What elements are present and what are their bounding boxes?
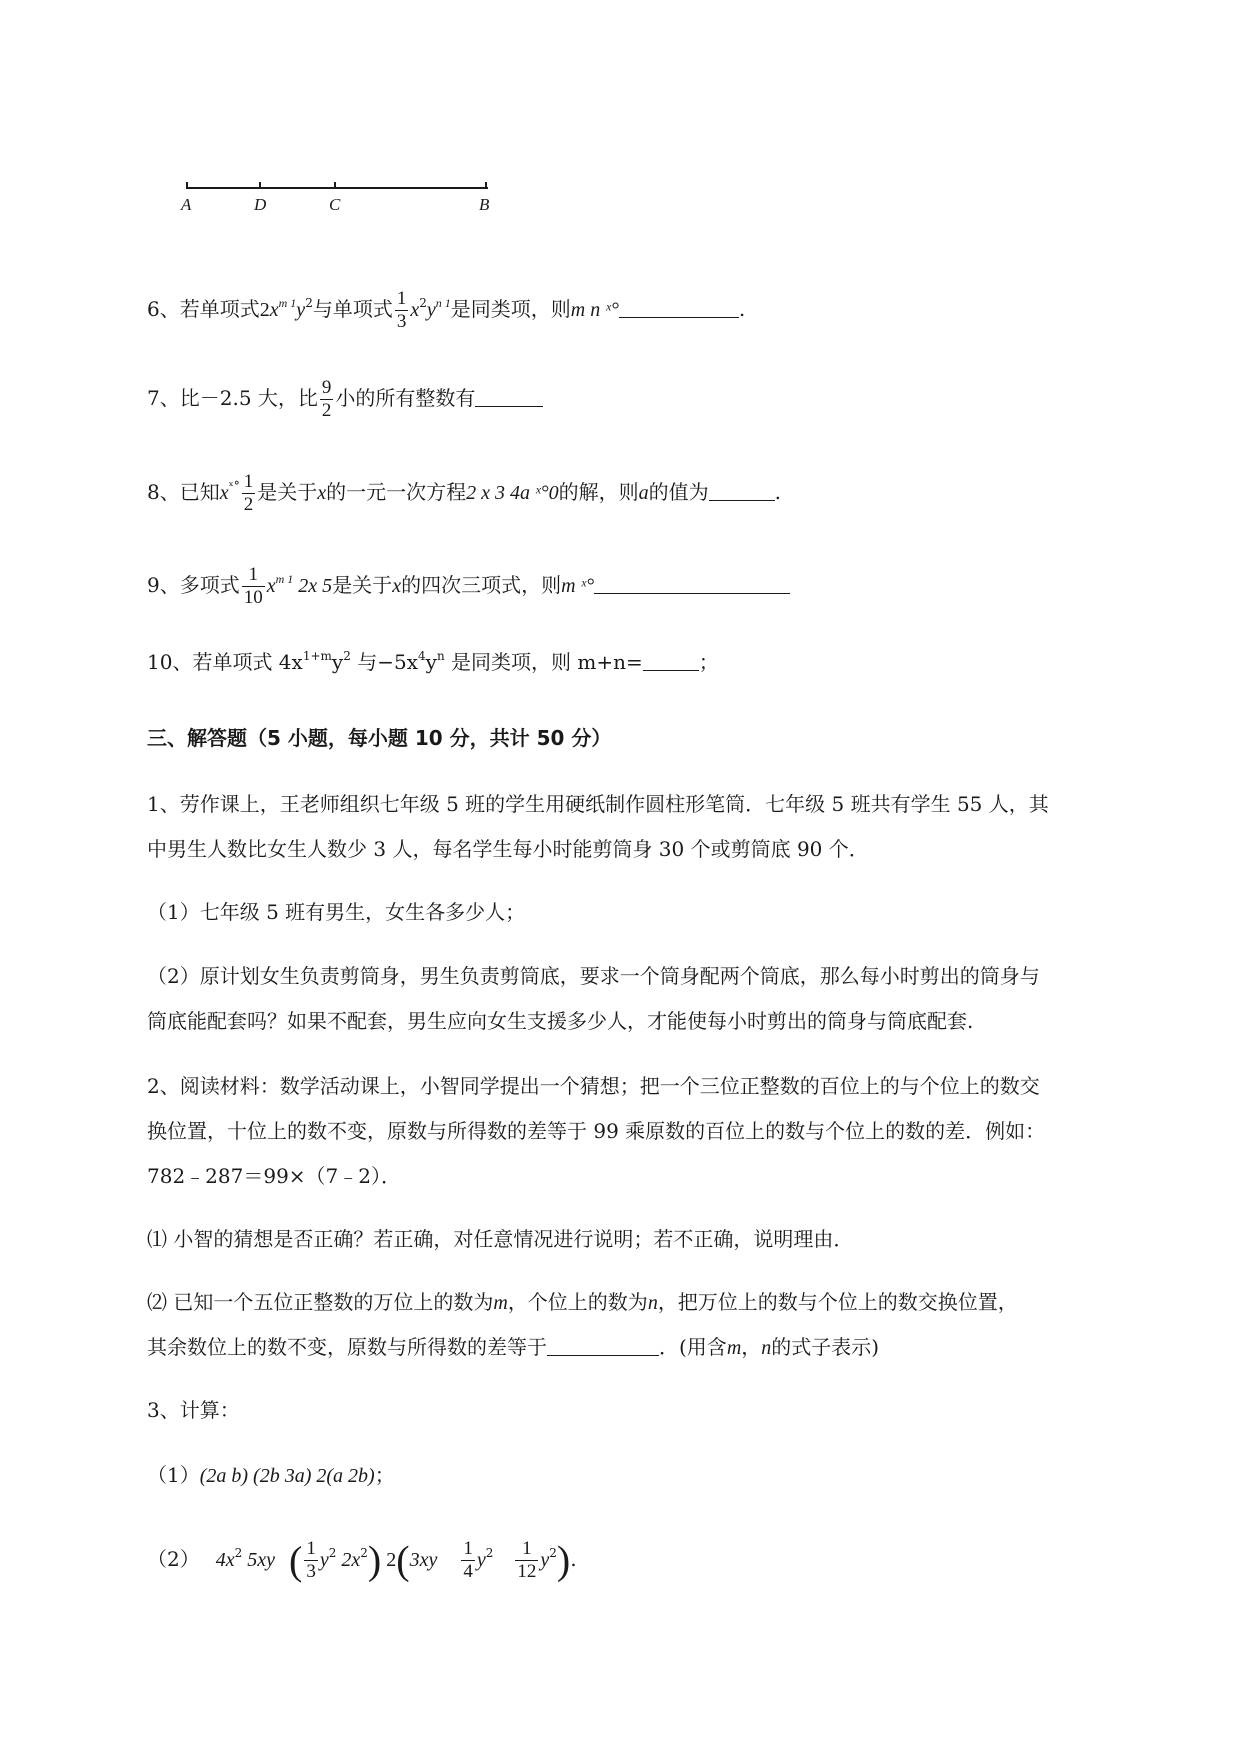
question-text: 多项式 bbox=[179, 573, 240, 597]
expression: (2a b) (2b 3a) 2(a 2b) bbox=[199, 1465, 375, 1487]
question-2-line-1: 2、阅读材料：数学活动课上，小智同学提出一个猜想；把一个三位正整数的百位上的与个位上的数交 bbox=[147, 1074, 1040, 1098]
exponent: 2 bbox=[485, 1546, 494, 1560]
expression: 2x bbox=[336, 1549, 361, 1571]
fraction-denominator: 10 bbox=[243, 587, 263, 608]
exponent: m 1 bbox=[275, 572, 294, 586]
question-text: 是同类项，则 bbox=[450, 297, 571, 321]
answer-blank[interactable] bbox=[547, 1335, 659, 1356]
exponent: 4 bbox=[417, 649, 426, 663]
question-3-sub-1 bbox=[147, 1461, 395, 1490]
point-label-d: D bbox=[254, 195, 267, 214]
variable: x bbox=[269, 299, 279, 321]
question-text: 与单项式 bbox=[312, 297, 393, 321]
question-text: y bbox=[331, 650, 344, 674]
point-label-c: C bbox=[329, 195, 341, 214]
punctuation: . bbox=[738, 297, 746, 321]
question-text: 已知 bbox=[179, 480, 220, 504]
variable: x bbox=[317, 482, 327, 504]
exponent: 2 bbox=[305, 296, 313, 310]
question-text: y bbox=[425, 650, 437, 674]
punctuation: ； bbox=[698, 650, 719, 674]
punctuation: . bbox=[774, 480, 781, 504]
fraction bbox=[395, 288, 409, 333]
coefficient: 2 bbox=[381, 1549, 397, 1571]
line-segment-figure bbox=[170, 176, 490, 216]
fraction bbox=[304, 1538, 318, 1583]
question-text: 若单项式 4x bbox=[192, 650, 303, 674]
question-number: 7、 bbox=[147, 386, 180, 410]
question-2-line-3: 782﹣287＝99×（7﹣2）． bbox=[147, 1164, 402, 1188]
question-text: 比－2.5 大，比 bbox=[179, 386, 318, 410]
expression: 5xy bbox=[242, 1549, 276, 1571]
question-text: ⑵ 已知一个五位正整数的万位上的数为 bbox=[147, 1290, 494, 1314]
equals-mark: ˣ° bbox=[228, 479, 240, 493]
expression: 4x bbox=[215, 1549, 235, 1571]
question-text: ， bbox=[741, 1335, 762, 1359]
question-text: 若单项式 bbox=[179, 297, 260, 321]
left-paren: ( bbox=[289, 1537, 303, 1583]
question-text: 与−5x bbox=[350, 650, 418, 674]
variable: x bbox=[392, 575, 402, 597]
variable: y bbox=[319, 1549, 329, 1571]
punctuation: . bbox=[570, 1547, 577, 1571]
answer-blank[interactable] bbox=[643, 650, 699, 671]
sub-question-label: （2） bbox=[147, 1547, 200, 1571]
answer-blank[interactable] bbox=[475, 386, 543, 407]
question-3-title: 3、计算： bbox=[147, 1398, 240, 1422]
variable: x bbox=[219, 482, 229, 504]
variable: m bbox=[726, 1337, 742, 1359]
fraction bbox=[461, 1538, 475, 1583]
answer-blank[interactable] bbox=[619, 297, 739, 318]
expression: 2x 5 bbox=[293, 575, 333, 597]
left-paren: ( bbox=[396, 1537, 410, 1583]
variable: n bbox=[761, 1337, 772, 1359]
fraction-numerator: 9 bbox=[321, 377, 332, 398]
question-1-sub-1: （1）七年级 5 班有男生，女生各多少人； bbox=[147, 900, 526, 924]
expression: m n ˣ° bbox=[570, 299, 619, 321]
sub-question-label: （1） bbox=[147, 1463, 200, 1487]
fraction-numerator: 1 bbox=[242, 564, 265, 587]
question-text: 是关于 bbox=[332, 573, 393, 597]
fill-in-question-9 bbox=[147, 564, 790, 609]
question-2-sub-2-line-1 bbox=[147, 1288, 1018, 1317]
expression: 3xy bbox=[409, 1549, 438, 1571]
point-label-a: A bbox=[181, 195, 192, 214]
question-text: 的值为 bbox=[648, 480, 709, 504]
question-text: 其余数位上的数不变，原数与所得数的差等于 bbox=[147, 1335, 547, 1359]
exponent: n bbox=[436, 649, 445, 663]
question-text: 的一元一次方程 bbox=[326, 480, 467, 504]
question-text: 是同类项，则 m+n= bbox=[444, 650, 643, 674]
fraction-numerator: 1 bbox=[515, 1538, 538, 1561]
fraction-denominator: 12 bbox=[517, 1561, 537, 1582]
exponent: 2 bbox=[343, 649, 351, 663]
question-text: 是关于 bbox=[257, 480, 318, 504]
variable: y bbox=[426, 299, 436, 321]
fill-in-question-8 bbox=[147, 471, 781, 516]
equation: 2 x 3 4a ˣ°0 bbox=[466, 482, 559, 504]
exponent: 2 bbox=[328, 1546, 337, 1560]
question-text: ，个位上的数为 bbox=[507, 1290, 648, 1314]
question-number: 9、 bbox=[147, 573, 180, 597]
variable: x bbox=[410, 299, 420, 321]
fraction bbox=[320, 377, 334, 422]
variable: y bbox=[540, 1549, 550, 1571]
fill-in-question-10 bbox=[147, 648, 719, 676]
fraction bbox=[242, 471, 256, 516]
question-text: ．(用含 bbox=[659, 1335, 727, 1359]
question-2-sub-1: ⑴ 小智的猜想是否正确？若正确，对任意情况进行说明；若不正确，说明理由． bbox=[147, 1227, 854, 1251]
question-1-line-2: 中男生人数比女生人数少 3 人，每名学生每小时能剪筒身 30 个或剪筒底 90 个． bbox=[147, 837, 869, 861]
variable: y bbox=[476, 1549, 486, 1571]
question-2-line-2: 换位置，十位上的数不变，原数与所得数的差等于 99 乘原数的百位上的数与个位上的数的差．例如： bbox=[147, 1119, 1046, 1143]
right-paren: ) bbox=[556, 1537, 571, 1583]
question-3-sub-2 bbox=[147, 1538, 577, 1583]
fraction-denominator: 4 bbox=[463, 1561, 473, 1582]
fraction-numerator: 1 bbox=[243, 471, 254, 492]
question-text: 的四次三项式，则 bbox=[401, 573, 562, 597]
question-text: 小的所有整数有 bbox=[335, 386, 476, 410]
variable: m bbox=[493, 1292, 508, 1314]
fill-in-question-6 bbox=[147, 288, 745, 333]
fraction-denominator: 3 bbox=[396, 311, 407, 332]
coefficient: 2 bbox=[259, 299, 270, 321]
punctuation: ； bbox=[374, 1463, 395, 1487]
question-number: 8、 bbox=[147, 480, 180, 504]
question-text: 的式子表示) bbox=[771, 1335, 880, 1359]
fill-in-question-7 bbox=[147, 377, 543, 422]
fraction-numerator: 1 bbox=[396, 288, 407, 309]
question-1-sub-2-line-1: （2）原计划女生负责剪筒身，男生负责剪筒底，要求一个筒身配两个筒底，那么每小时剪出的筒身与 bbox=[147, 964, 1040, 988]
question-1-sub-2-line-2: 筒底能配套吗？如果不配套，男生应向女生支援多少人，才能使每小时剪出的筒身与筒底配套. bbox=[147, 1009, 974, 1033]
expression: m ˣ° bbox=[561, 575, 595, 597]
fraction-denominator: 2 bbox=[321, 400, 332, 421]
fraction-denominator: 3 bbox=[306, 1561, 316, 1582]
exponent: 2 bbox=[549, 1546, 557, 1560]
section-heading: 三、解答题（5 小题，每小题 10 分，共计 50 分） bbox=[147, 726, 612, 750]
fraction-denominator: 2 bbox=[243, 494, 254, 515]
question-text: 的解，则 bbox=[558, 480, 639, 504]
answer-blank[interactable] bbox=[594, 573, 790, 594]
variable: x bbox=[266, 575, 276, 597]
question-1-line-1: 1、劳作课上，王老师组织七年级 5 班的学生用硬纸制作圆柱形笔筒．七年级 5 班共有学生 55 人，其 bbox=[147, 792, 1049, 816]
question-text: ，把万位上的数与个位上的数交换位置， bbox=[657, 1290, 1018, 1314]
fraction bbox=[242, 564, 265, 609]
point-label-b: B bbox=[479, 195, 490, 214]
fraction bbox=[515, 1538, 538, 1583]
exponent: 2 bbox=[360, 1546, 368, 1560]
exponent: 2 bbox=[234, 1546, 243, 1560]
variable: a bbox=[638, 482, 649, 504]
exponent: m 1 bbox=[278, 296, 297, 310]
answer-blank[interactable] bbox=[709, 480, 775, 501]
variable: y bbox=[296, 299, 306, 321]
exponent: 2 bbox=[419, 296, 427, 310]
exponent: n 1 bbox=[435, 296, 451, 310]
fraction-numerator: 1 bbox=[306, 1538, 316, 1559]
question-number: 6、 bbox=[147, 297, 180, 321]
exponent: 1+m bbox=[302, 649, 332, 663]
variable: n bbox=[647, 1292, 658, 1314]
right-paren: ) bbox=[367, 1537, 382, 1583]
question-number: 10、 bbox=[147, 650, 193, 674]
question-2-sub-2-line-2 bbox=[147, 1333, 879, 1362]
fraction-numerator: 1 bbox=[463, 1538, 473, 1559]
